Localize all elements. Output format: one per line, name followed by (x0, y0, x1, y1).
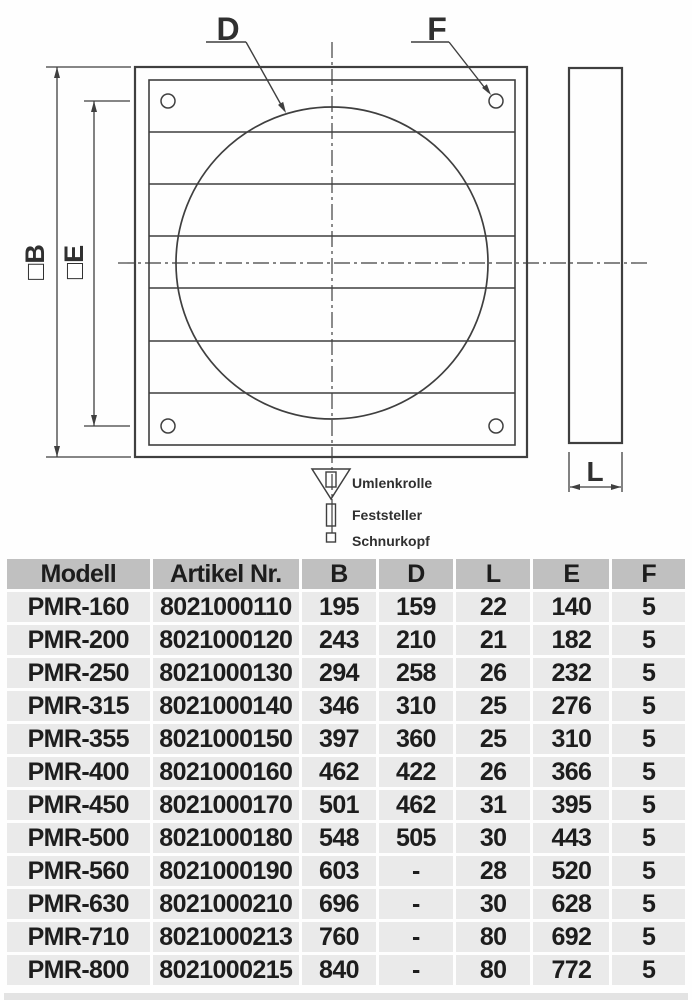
cell-l: 25 (456, 691, 531, 721)
col-header-d: D (379, 559, 453, 589)
cell-f: 5 (612, 823, 685, 853)
cell-e: 232 (533, 658, 609, 688)
cell-f: 5 (612, 757, 685, 787)
cell-b: 346 (302, 691, 376, 721)
col-header-l: L (456, 559, 531, 589)
arrowhead (278, 102, 286, 113)
d-leader-line (246, 42, 284, 110)
annotation-feststeller: Feststeller (352, 507, 423, 523)
arrowhead (54, 446, 60, 457)
arrowhead (570, 484, 580, 490)
cell-l: 28 (456, 856, 531, 886)
cell-artikel: 8021000120 (153, 625, 300, 655)
cell-e: 772 (533, 955, 609, 985)
cell-d: - (379, 856, 453, 886)
cell-modell: PMR-355 (7, 724, 150, 754)
cell-f: 5 (612, 691, 685, 721)
cell-artikel: 8021000215 (153, 955, 300, 985)
cell-modell: PMR-315 (7, 691, 150, 721)
table-row (7, 658, 685, 688)
cell-e: 443 (533, 823, 609, 853)
cell-artikel: 8021000170 (153, 790, 300, 820)
cell-modell: PMR-800 (7, 955, 150, 985)
cell-d: 360 (379, 724, 453, 754)
cell-f: 5 (612, 625, 685, 655)
cell-e: 692 (533, 922, 609, 952)
cell-e: 276 (533, 691, 609, 721)
cell-artikel: 8021000150 (153, 724, 300, 754)
cell-l: 30 (456, 889, 531, 919)
pulley-triangle (312, 469, 350, 499)
cell-b: 243 (302, 625, 376, 655)
cell-artikel: 8021000140 (153, 691, 300, 721)
dim-label-e: □E (59, 244, 89, 280)
cell-d: 159 (379, 592, 453, 622)
arrowhead (611, 484, 621, 490)
table-row (7, 922, 685, 952)
cell-artikel: 8021000130 (153, 658, 300, 688)
cell-b: 696 (302, 889, 376, 919)
cell-modell: PMR-160 (7, 592, 150, 622)
cell-l: 80 (456, 955, 531, 985)
dim-label-l: L (586, 456, 604, 487)
table-header-row (7, 559, 685, 589)
cell-b: 603 (302, 856, 376, 886)
mounting-hole (489, 419, 503, 433)
cell-modell: PMR-630 (7, 889, 150, 919)
cell-artikel: 8021000190 (153, 856, 300, 886)
col-header-b: B (302, 559, 376, 589)
table-row (7, 691, 685, 721)
cell-l: 22 (456, 592, 531, 622)
cell-b: 760 (302, 922, 376, 952)
cell-e: 182 (533, 625, 609, 655)
cell-d: 310 (379, 691, 453, 721)
table-row (7, 592, 685, 622)
col-header-e: E (533, 559, 609, 589)
cord-lock-symbol (327, 504, 336, 526)
dim-label-d: D (216, 11, 240, 47)
cell-d: - (379, 922, 453, 952)
cell-d: - (379, 955, 453, 985)
col-header-modell: Modell (7, 559, 150, 589)
table-row (7, 823, 685, 853)
table-row (7, 889, 685, 919)
table-row (7, 856, 685, 886)
cell-modell: PMR-200 (7, 625, 150, 655)
cell-e: 310 (533, 724, 609, 754)
cell-artikel: 8021000213 (153, 922, 300, 952)
cell-modell: PMR-450 (7, 790, 150, 820)
arrowhead (91, 101, 97, 112)
cell-b: 397 (302, 724, 376, 754)
pulley-roller (326, 472, 336, 487)
cell-artikel: 8021000210 (153, 889, 300, 919)
cell-f: 5 (612, 856, 685, 886)
cell-f: 5 (612, 592, 685, 622)
side-view-outline (569, 68, 622, 443)
cell-d: 462 (379, 790, 453, 820)
cell-d: - (379, 889, 453, 919)
cell-modell: PMR-400 (7, 757, 150, 787)
cell-modell: PMR-560 (7, 856, 150, 886)
cell-artikel: 8021000160 (153, 757, 300, 787)
cell-e: 395 (533, 790, 609, 820)
cell-e: 520 (533, 856, 609, 886)
cell-d: 210 (379, 625, 453, 655)
table-row (7, 724, 685, 754)
annotation-schnurkopf: Schnurkopf (352, 533, 430, 549)
cell-e: 140 (533, 592, 609, 622)
cell-l: 25 (456, 724, 531, 754)
dim-label-f: F (427, 11, 447, 47)
cell-l: 21 (456, 625, 531, 655)
dim-label-b: □B (20, 244, 50, 280)
cell-f: 5 (612, 724, 685, 754)
table-row (7, 625, 685, 655)
cell-b: 294 (302, 658, 376, 688)
cell-f: 5 (612, 955, 685, 985)
cell-f: 5 (612, 790, 685, 820)
cell-d: 505 (379, 823, 453, 853)
cropped-next-section-strip (4, 993, 688, 1000)
cell-b: 840 (302, 955, 376, 985)
cell-b: 548 (302, 823, 376, 853)
cell-modell: PMR-250 (7, 658, 150, 688)
front-view-outer-frame (135, 67, 527, 457)
annotation-umlenkrolle: Umlenkrolle (352, 475, 433, 491)
table-row (7, 757, 685, 787)
cell-l: 26 (456, 658, 531, 688)
dimensions-table (4, 556, 688, 988)
cell-d: 422 (379, 757, 453, 787)
table-row (7, 790, 685, 820)
cell-f: 5 (612, 658, 685, 688)
cell-d: 258 (379, 658, 453, 688)
cell-b: 501 (302, 790, 376, 820)
cell-f: 5 (612, 922, 685, 952)
arrowhead (91, 415, 97, 426)
cell-l: 26 (456, 757, 531, 787)
cell-l: 30 (456, 823, 531, 853)
cell-b: 462 (302, 757, 376, 787)
cell-e: 628 (533, 889, 609, 919)
mounting-hole (161, 419, 175, 433)
cell-modell: PMR-500 (7, 823, 150, 853)
cell-e: 366 (533, 757, 609, 787)
cell-b: 195 (302, 592, 376, 622)
mounting-hole (489, 94, 503, 108)
cord-end-symbol (327, 533, 336, 542)
col-header-artikel-nr: Artikel Nr. (153, 559, 300, 589)
cell-l: 80 (456, 922, 531, 952)
arrowhead (54, 67, 60, 78)
cell-artikel: 8021000180 (153, 823, 300, 853)
mounting-hole (161, 94, 175, 108)
cell-f: 5 (612, 889, 685, 919)
cell-l: 31 (456, 790, 531, 820)
cell-artikel: 8021000110 (153, 592, 300, 622)
col-header-f: F (612, 559, 685, 589)
cell-modell: PMR-710 (7, 922, 150, 952)
table-row (7, 955, 685, 985)
